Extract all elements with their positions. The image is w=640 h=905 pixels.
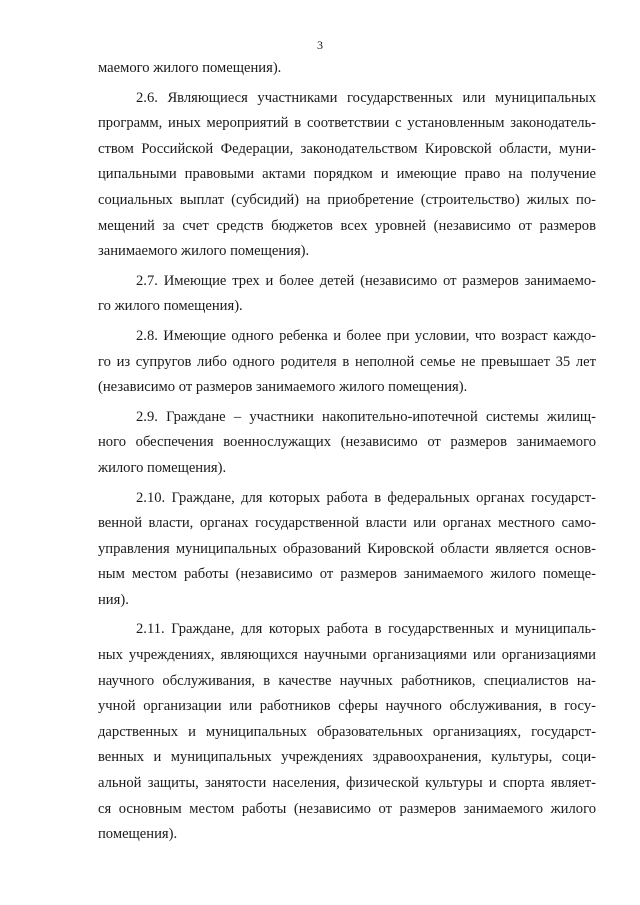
paragraph-cont <box>98 56 596 82</box>
page-number: 3 <box>317 38 323 52</box>
text-line: го жилого помещения). <box>98 298 243 315</box>
text-line: венных и муниципальных учреждениях здравоохранения, культуры, соци- <box>98 749 596 766</box>
paragraph-2-8 <box>98 324 596 401</box>
text-line: 2.10. Граждане, для которых работа в федеральных органах государст- <box>136 489 596 506</box>
text-line: (независимо от размеров занимаемого жилого помещения). <box>98 379 468 396</box>
text-line: учной организации или работников сферы научного обслуживания, в госу- <box>98 698 596 715</box>
text-line: программ, иных мероприятий в соответствии с установленным законодатель- <box>98 115 596 132</box>
text-line: занимаемого жилого помещения). <box>98 243 310 260</box>
text-line: 2.11. Граждане, для которых работа в государственных и муниципаль- <box>136 621 596 638</box>
text-line: 2.6. Являющиеся участниками государственных или муниципальных <box>136 89 596 106</box>
paragraph-2-11 <box>98 617 596 847</box>
text-line: го из супругов либо одного родителя в неполной семье не превышает 35 лет <box>98 353 596 370</box>
text-line: 2.7. Имеющие трех и более детей (независимо от размеров занимаемо- <box>136 272 596 289</box>
text-line: жилого помещения). <box>98 459 227 476</box>
paragraph-2-7 <box>98 269 596 320</box>
text-line: социальных выплат (субсидий) на приобретение (строительство) жилых по- <box>98 191 596 208</box>
paragraph-2-10 <box>98 486 596 614</box>
text-line: ных учреждениях, являющихся научными организациями или организациями <box>98 647 596 664</box>
text-line: 2.8. Имеющие одного ребенка и более при условии, что возраст каждо- <box>136 327 596 344</box>
text-line: венной власти, органах государственной власти или органах местного само- <box>98 515 596 532</box>
text-line: маемого жилого помещения). <box>98 60 282 76</box>
text-line: ного обеспечения военнослужащих (независимо от размеров занимаемого <box>98 434 596 451</box>
text-line: ством Российской Федерации, законодательством Кировской области, муни- <box>98 140 596 157</box>
text-line: ципальными правовыми актами порядком и имеющие право на получение <box>98 166 596 183</box>
text-line: дарственных и муниципальных образовательных организациях, государст- <box>98 723 596 740</box>
document-body <box>98 56 596 848</box>
text-line: помещения). <box>98 826 178 843</box>
text-line: 2.9. Граждане – участники накопительно-ипотечной системы жилищ- <box>136 408 596 425</box>
text-line: ся основным местом работы (независимо от размеров занимаемого жилого <box>98 800 596 817</box>
text-line: научного обслуживания, в качестве научных работников, специалистов на- <box>98 672 596 689</box>
paragraph-2-9 <box>98 405 596 482</box>
text-line: управления муниципальных образований Кировской области является основ- <box>98 540 596 557</box>
text-line: ным местом работы (независимо от размеров занимаемого жилого помеще- <box>98 566 596 583</box>
text-line: альной защиты, занятости населения, физической культуры и спорта являет- <box>98 775 596 792</box>
text-line: ния). <box>98 591 129 608</box>
paragraph-2-6 <box>98 86 596 265</box>
text-line: мещений за счет средств бюджетов всех уровней (независимо от размеров <box>98 217 596 234</box>
